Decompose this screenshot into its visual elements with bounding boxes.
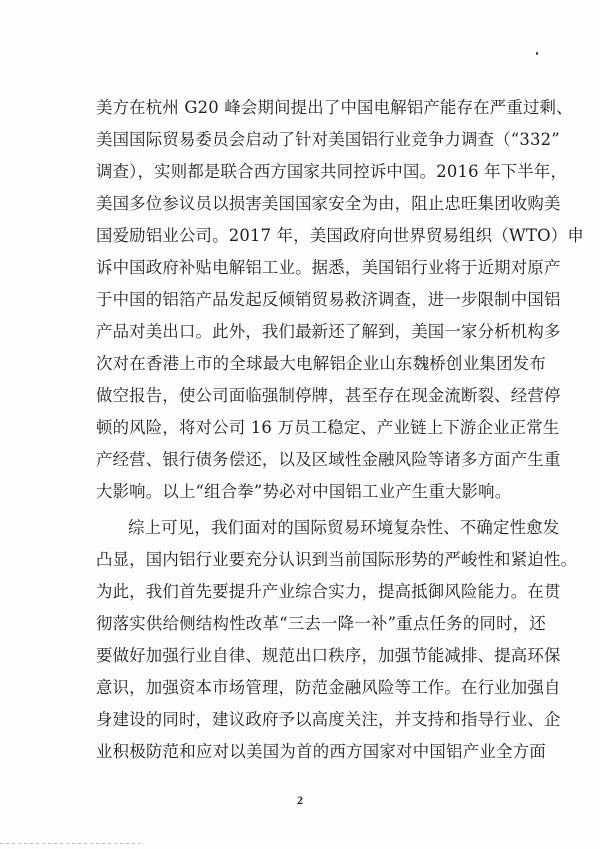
text-line-21: 业积极防范和应对以美国为首的西方国家对中国铝产业全方面 <box>96 742 546 761</box>
text-line-4: 美国多位参议员以损害美国国家安全为由，阻止忠旺集团收购美 <box>96 194 561 213</box>
text-line-12: 产经营、银行债务偿还，以及区域性金融风险等诸多方面产生重 <box>96 450 561 469</box>
text-line-2: 美国国际贸易委员会启动了针对美国铝行业竞争力调查（“332” <box>96 130 560 149</box>
text-line-15: 凸显，国内铝行业要充分认识到当前国际形势的严峻性和紧迫性。 <box>96 550 578 569</box>
text-line-13: 大影响。以上“组合拳”势必对中国铝工业产生重大影响。 <box>96 482 512 501</box>
text-line-5: 国爱励铝业公司。2017 年，美国政府向世界贸易组织（WTO）申 <box>96 226 584 245</box>
text-line-20: 身建设的同时，建议政府予以高度关注，并支持和指导行业、企 <box>96 710 561 729</box>
text-line-18: 要做好加强行业自律、规范出口秩序，加强节能减排、提高环保 <box>96 646 561 665</box>
text-line-19: 意识，加强资本市场管理，防范金融风险等工作。在行业加强自 <box>96 678 561 697</box>
text-line-6: 诉中国政府补贴电解铝工业。据悉，美国铝行业将于近期对原产 <box>96 258 561 277</box>
text-line-7: 于中国的铝箔产品发起反倾销贸易救济调查，进一步限制中国铝 <box>96 290 561 309</box>
text-line-11: 顿的风险，将对公司 16 万员工稳定、产业链上下游企业正常生 <box>96 418 560 437</box>
text-line-8: 产品对美出口。此外，我们最新还了解到，美国一家分析机构多 <box>96 322 561 341</box>
page-number: 2 <box>297 793 303 807</box>
scan-mark <box>536 52 538 55</box>
scan-edge-mark <box>0 843 140 844</box>
text-line-10: 做空报告，使公司面临强制停牌，甚至存在现金流断裂、经营停 <box>96 386 561 405</box>
text-line-16: 为此，我们首先要提升产业综合实力，提高抵御风险能力。在贯 <box>96 582 561 601</box>
text-line-9: 次对在香港上市的全球最大电解铝企业山东魏桥创业集团发布 <box>96 354 546 373</box>
text-line-1: 美方在杭州 G20 峰会期间提出了中国电解铝产能存在严重过剩、 <box>96 98 573 117</box>
text-line-3: 调查），实则都是联合西方国家共同控诉中国。2016 年下半年， <box>96 162 568 181</box>
text-line-17: 彻落实供给侧结构性改革“三去一降一补”重点任务的同时，还 <box>96 614 546 633</box>
text-line-14: 综上可见，我们面对的国际贸易环境复杂性、不确定性愈发 <box>128 518 560 537</box>
